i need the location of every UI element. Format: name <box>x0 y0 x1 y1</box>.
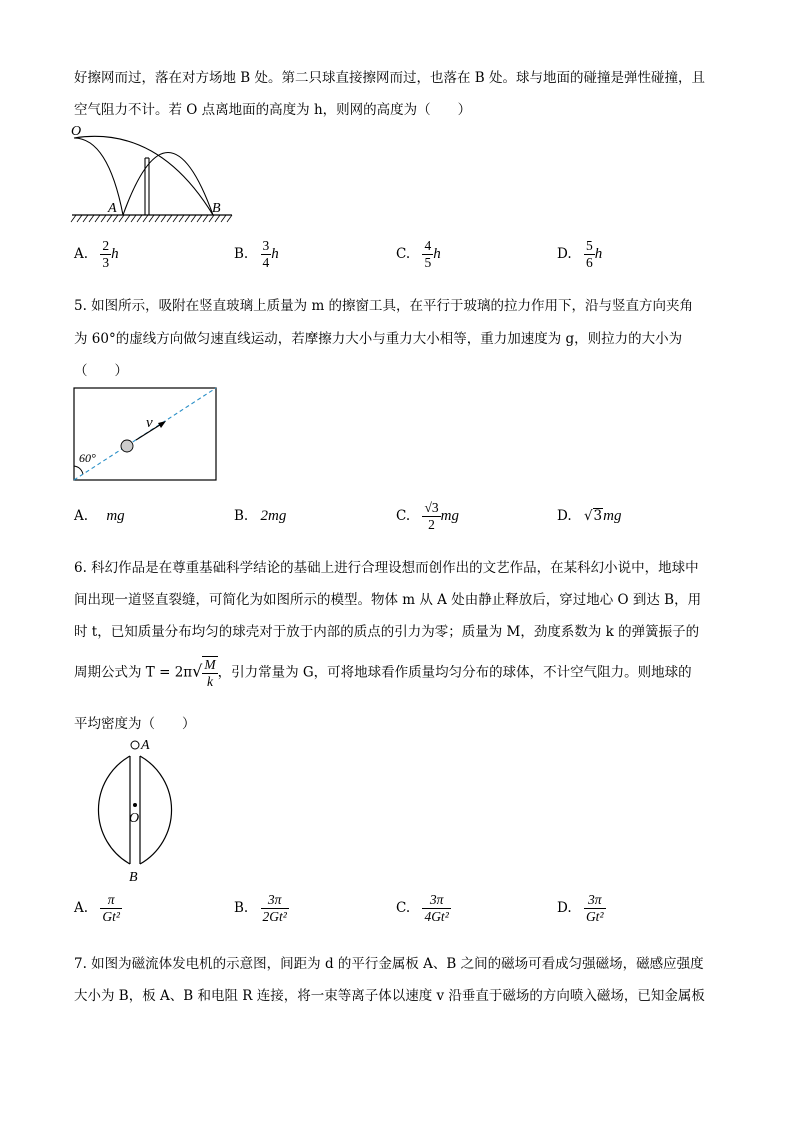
q6-option-letter: B. <box>234 900 249 916</box>
q4-option-c[interactable] <box>396 238 441 271</box>
q4-option-letter: B. <box>234 246 249 262</box>
q6-numerator: 3π <box>584 892 606 909</box>
q6-option-a[interactable] <box>74 892 122 925</box>
q5-option-d-tail: mg <box>603 508 622 524</box>
q4-option-d[interactable] <box>557 238 602 271</box>
q5-option-a-value: mg <box>106 508 125 524</box>
q6-text-line-4: 周期公式为 T = 2π√ $\frac{M}{k}$ ，引力常量为 G，可将地球看作质量均匀分布的球体，不计空气阻力。则地球的 <box>74 657 692 689</box>
q6-text-line-4-rest: ，引力常量为 G，可将地球看作质量均匀分布的球体，不计空气阻力。则地球的 <box>217 664 692 681</box>
q5-option-a[interactable] <box>74 508 125 525</box>
q4-label-o: O <box>71 124 82 139</box>
q4-var: h <box>111 246 119 262</box>
q4-option-b[interactable] <box>234 238 279 271</box>
q6-numerator: 3π <box>422 892 450 909</box>
q5-option-letter: A. <box>74 508 89 524</box>
q4-numerator: 2 <box>102 238 110 253</box>
q5-option-d-root: 3 <box>593 508 603 524</box>
q6-denominator: Gt² <box>585 909 604 924</box>
q6-denominator: Gt² <box>102 909 120 924</box>
q6-formula-numerator: M <box>204 657 216 672</box>
q5-text-line-3: （ ） <box>74 363 128 379</box>
q5-option-b-value: 2mg <box>260 508 287 524</box>
q6-denominator: 4Gt² <box>424 909 449 924</box>
q4-option-a[interactable] <box>74 238 119 271</box>
q6-option-letter: D. <box>557 900 572 916</box>
q6-text-line-5: 平均密度为（ ） <box>74 716 196 732</box>
q6-numerator: 3π <box>261 892 289 909</box>
q4-var: h <box>594 246 603 262</box>
q6-formula-denominator: k <box>206 674 213 689</box>
q4-var: h <box>433 246 441 262</box>
q6-denominator: 2Gt² <box>262 909 287 924</box>
q4-text-line-1: 好擦网而过，落在对方场地 B 处。第二只球直接擦网而过，也落在 B 处。球与地面的碰撞是弹性碰撞，且 <box>74 70 706 86</box>
q5-label-v: v <box>146 415 153 431</box>
q5-denominator: 2 <box>428 517 435 532</box>
q4-numerator: 4 <box>424 238 432 253</box>
q5-option-c[interactable] <box>396 500 459 533</box>
q4-text-line-2: 空气阻力不计。若 O 点离地面的高度为 h，则网的高度为（ ） <box>74 102 472 118</box>
q4-var: h <box>271 246 279 262</box>
q5-option-d[interactable]: D. √3mg <box>557 508 622 524</box>
q4-denominator: 6 <box>585 255 593 270</box>
q4-option-letter: D. <box>557 246 572 262</box>
q5-option-b[interactable] <box>234 508 286 525</box>
q5-figure-window-cleaner <box>70 384 222 484</box>
q5-numerator: √3 <box>424 500 439 515</box>
q6-option-b[interactable] <box>234 892 289 925</box>
q6-option-letter: A. <box>74 900 89 916</box>
q6-text-line-3: 时 t，已知质量分布均匀的球壳对于放于内部的质点的引力为零；质量为 M，劲度系数为 k 的弹簧振子的 <box>74 624 700 640</box>
q4-denominator: 3 <box>102 255 110 270</box>
q6-numerator: π <box>100 892 122 909</box>
q5-option-letter: C. <box>396 508 411 524</box>
q4-denominator: 4 <box>262 255 270 270</box>
q7-text-line-1: 7. 如图为磁流体发电机的示意图，间距为 d 的平行金属板 A、B 之间的磁场可看成匀强磁场，磁感应强度 <box>74 956 704 972</box>
q4-option-letter: C. <box>396 246 411 262</box>
q6-figure-earth-tunnel <box>68 736 204 884</box>
q5-text-line-2: 为 60°的虚线方向做匀速直线运动，若摩擦力大小与重力大小相等，重力加速度为 g，则拉力的大小为 <box>74 331 683 347</box>
q4-denominator: 5 <box>424 255 432 270</box>
q5-text-line-1: 5. 如图所示，吸附在竖直玻璃上质量为 m 的擦窗工具，在平行于玻璃的拉力作用下，沿与竖直方向夹角 <box>74 298 694 314</box>
q6-label-a: A <box>141 738 150 753</box>
q5-label-angle: 60° <box>79 451 96 465</box>
q4-label-b: B <box>212 201 221 216</box>
q5-option-letter: D. <box>557 508 572 524</box>
q4-figure-ball-trajectory <box>68 120 236 228</box>
q6-label-o: O <box>129 811 140 826</box>
q4-numerator: 3 <box>262 238 270 253</box>
q5-option-c-tail: mg <box>440 508 459 524</box>
q7-text-line-2: 大小为 B，板 A、B 和电阻 R 连接，将一束等离子体以速度 v 沿垂直于磁场的方向喷入磁场，已知金属板 <box>74 988 705 1004</box>
q6-label-b: B <box>129 870 138 884</box>
q6-text-line-2: 间出现一道竖直裂缝，可简化为如图所示的模型。物体 m 从 A 处由静止释放后，穿过地心 O 到达 B，用 <box>74 592 702 608</box>
q4-label-a: A <box>108 201 117 216</box>
q4-option-letter: A. <box>74 246 89 262</box>
q6-option-letter: C. <box>396 900 411 916</box>
q6-option-c[interactable] <box>396 892 451 925</box>
q4-numerator: 5 <box>585 238 593 253</box>
q5-option-letter: B. <box>234 508 249 524</box>
q6-option-d[interactable] <box>557 892 606 925</box>
q6-period-formula-prefix: 周期公式为 T = 2π <box>74 664 193 681</box>
q6-text-line-1: 6. 科幻作品是在尊重基础科学结论的基础上进行合理设想而创作出的文艺作品，在某科幻小说中，地球中 <box>74 560 699 576</box>
